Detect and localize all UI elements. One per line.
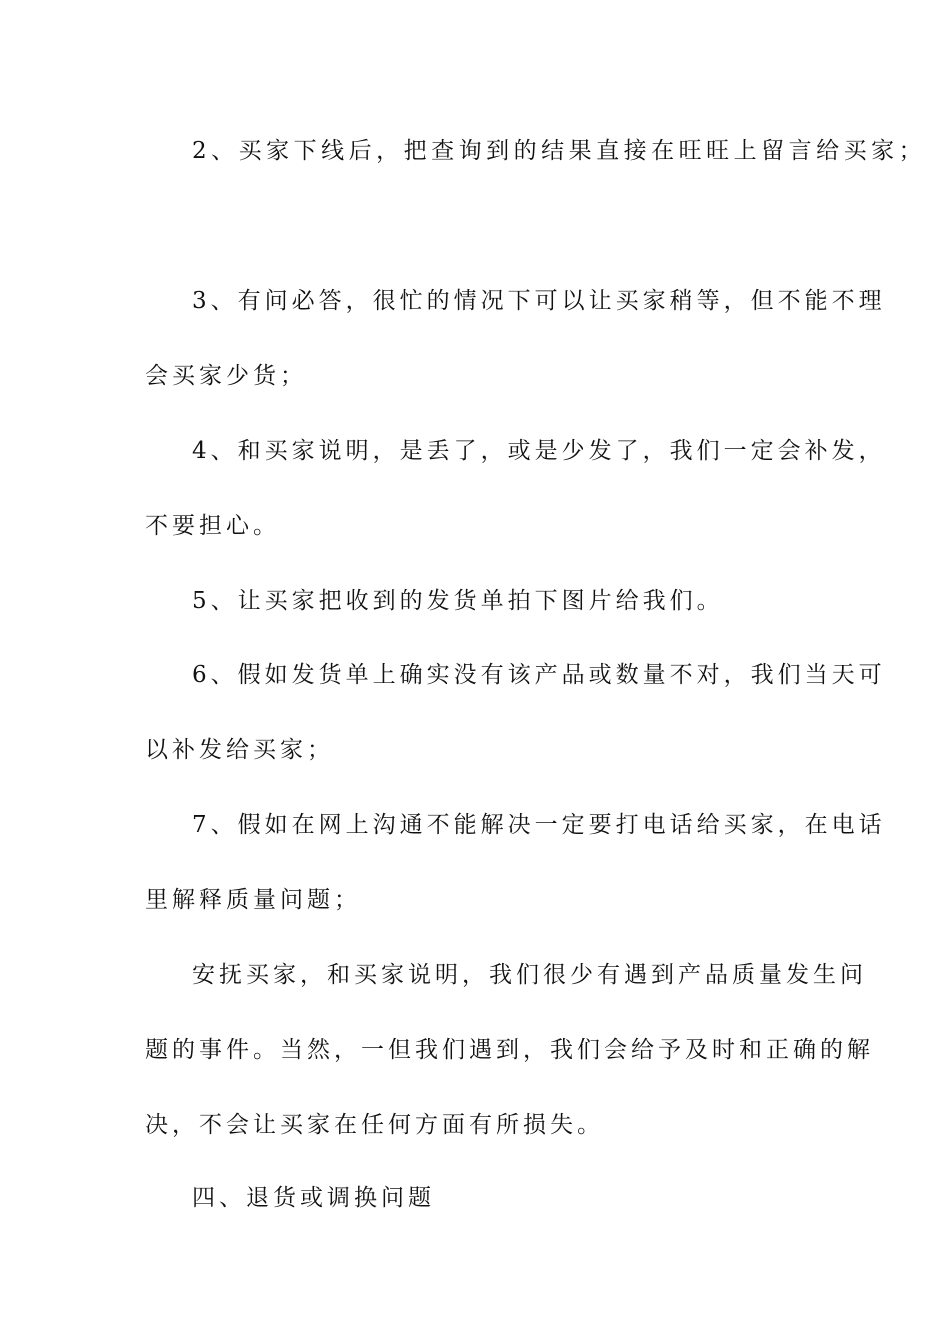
text-line-item-7-part2: 里解释质量问题； — [145, 887, 361, 913]
section-heading-returns: 四、退货或调换问题 — [192, 1185, 435, 1211]
text-line-item-2: 2、买家下线后，把查询到的结果直接在旺旺上留言给买家； — [192, 138, 927, 164]
text-line-item-4-part1: 4、和买家说明，是丢了，或是少发了，我们一定会补发， — [192, 438, 886, 464]
text-line-item-6-part2: 以补发给买家； — [145, 737, 334, 763]
text-line-item-5: 5、让买家把收到的发货单拍下图片给我们。 — [192, 588, 724, 614]
text-line-item-7-part1: 7、假如在网上沟通不能解决一定要打电话给买家，在电话 — [192, 812, 886, 838]
text-line-paragraph-part1: 安抚买家，和买家说明，我们很少有遇到产品质量发生问 — [192, 962, 867, 988]
text-line-paragraph-part3: 决，不会让买家在任何方面有所损失。 — [145, 1112, 604, 1138]
text-line-paragraph-part2: 题的事件。当然，一但我们遇到，我们会给予及时和正确的解 — [145, 1037, 874, 1063]
text-line-item-3-part2: 会买家少货； — [145, 363, 307, 389]
text-line-item-4-part2: 不要担心。 — [145, 513, 280, 539]
text-line-item-3-part1: 3、有问必答，很忙的情况下可以让买家稍等，但不能不理 — [192, 288, 886, 314]
text-line-item-6-part1: 6、假如发货单上确实没有该产品或数量不对，我们当天可 — [192, 662, 886, 688]
